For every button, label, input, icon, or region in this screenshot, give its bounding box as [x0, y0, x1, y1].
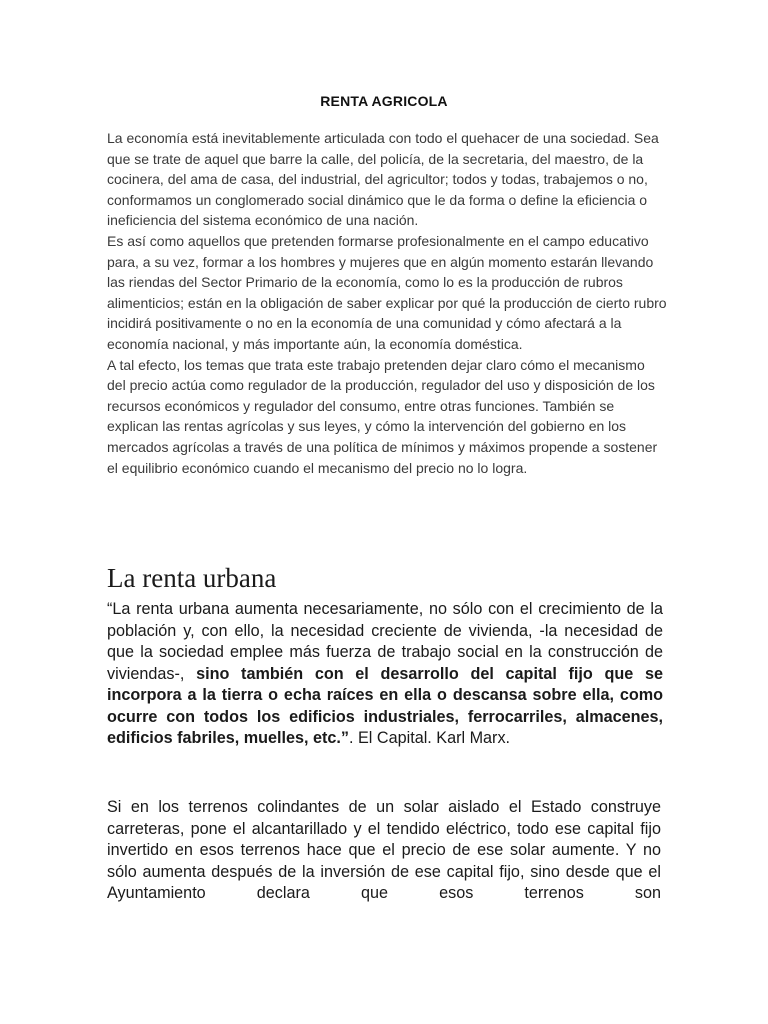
section-heading: La renta urbana	[107, 563, 277, 593]
quote-bold-text: sino también con el desarrollo del capital fijo que se incorpora a la tierra o echa raíces en ella o descansa sobre ella, como ocurre con todos los edificios industriales, ferrocarriles, almacenes, edificios fabriles, muelles, etc.”	[107, 664, 663, 747]
quote-text: “La renta urbana aumenta necesariamente, no sólo con el crecimiento de la población y, con ello, la necesidad creciente de vivienda, -la necesidad de que la sociedad emplee más fuerza de trabajo social en la construcción de viviendas-,	[107, 600, 663, 683]
quote-citation: . El Capital. Karl Marx.	[349, 729, 511, 747]
marx-quote	[107, 599, 663, 750]
intro-paragraph-2: Es así como aquellos que pretenden formarse profesionalmente en el campo educativo para, a su vez, formar a los hombres y mujeres que en algún momento estarán llevando las riendas del Sector Primario de la economía, como lo es la producción de rubros alimenticios; están en la obligación de saber explicar por qué la producción de cierto rubro incidirá positivamente o no en la economía de una comunidad y cómo afectará a la economía nacional, y más importante aún, la economía doméstica.	[107, 232, 667, 352]
intro-paragraph-3: A tal efecto, los temas que trata este trabajo pretenden dejar claro cómo el mecanismo del precio actúa como regulador de la producción, regulador del uso y disposición de los recursos económicos y regulador del consumo, entre otras funciones. También se explican las rentas agrícolas y sus leyes, y cómo la intervención del gobierno en los mercados agrícolas a través de una política de mínimos y máximos propende a sostener el equilibrio económico cuando el mecanismo del precio no lo logra.	[107, 356, 658, 476]
closing-paragraph: Si en los terrenos colindantes de un solar aislado el Estado construye carreteras, pone el alcantarillado y el tendido eléctrico, todo ese capital fijo invertido en esos terrenos hace que el precio de ese solar aumente. Y no sólo aumenta después de la inversión de ese capital fijo, sino desde que el Ayuntamiento declara que esos terrenos son	[107, 798, 661, 902]
intro-paragraph-1: La economía está inevitablemente articulada con todo el quehacer de una sociedad. Sea que se trate de aquel que barre la calle, del policía, de la secretaria, del maestro, de la cocinera, del ama de casa, del industrial, del agricultor; todos y todas, trabajemos o no, conformamos un conglomerado social dinámico que le da forma o define la eficiencia o ineficiencia del sistema económico de una nación.	[107, 130, 659, 229]
intro-text	[107, 128, 667, 478]
document-title: RENTA AGRICOLA	[320, 93, 448, 109]
